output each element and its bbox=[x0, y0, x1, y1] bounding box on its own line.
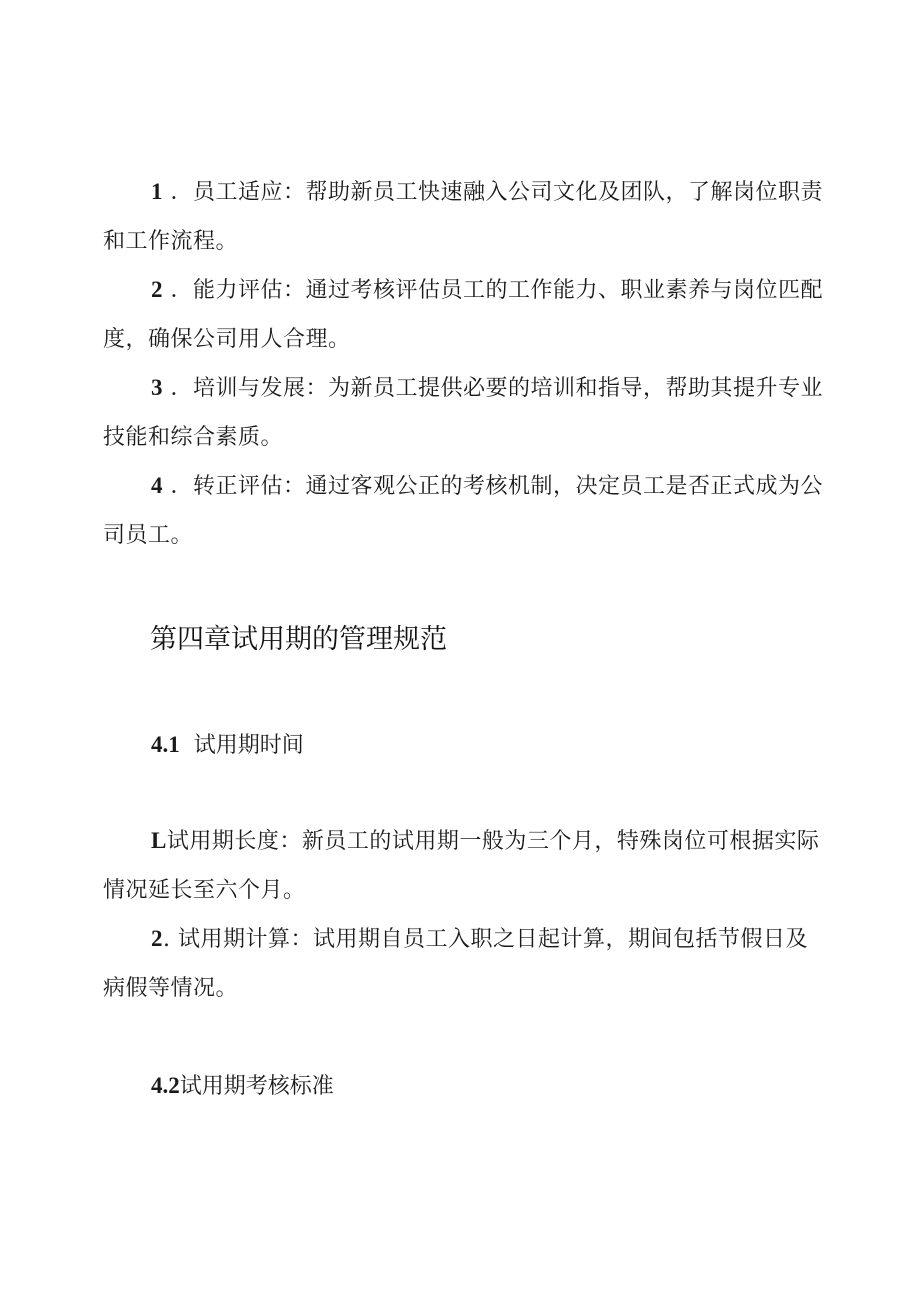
section-heading-4-2 bbox=[151, 1066, 334, 1107]
list-item-probation-calculation bbox=[103, 914, 823, 1013]
list-item-text: ．转正评估：通过客观公正的考核机制，决定员工是否正式成为公司员工。 bbox=[103, 474, 824, 548]
section-number: 4.2 bbox=[151, 1073, 180, 1098]
list-item-number: 2 bbox=[151, 926, 163, 951]
list-item-ability-assessment bbox=[103, 265, 823, 364]
list-item-number: 1 bbox=[151, 179, 163, 204]
section-title: 试用期时间 bbox=[193, 733, 304, 758]
list-item-number: 2 bbox=[151, 277, 163, 302]
list-item-number: 3 bbox=[151, 375, 163, 400]
section-heading-4-1 bbox=[151, 725, 304, 766]
list-item-number: 4 bbox=[151, 473, 163, 498]
list-item-probation-length bbox=[103, 816, 823, 915]
section-number: 4.1 bbox=[151, 732, 180, 757]
list-item-training-development bbox=[103, 363, 823, 462]
chapter-title: 第四章试用期的管理规范 bbox=[150, 624, 447, 654]
list-item-number: L bbox=[151, 828, 167, 853]
section-title: 试用期考核标准 bbox=[179, 1074, 334, 1099]
list-item-text: ．能力评估：通过考核评估员工的工作能力、职业素养与岗位匹配度，确保公司用人合理。 bbox=[103, 278, 824, 352]
list-item-text: . 试用期计算：试用期自员工入职之日起计算，期间包括节假日及病假等情况。 bbox=[103, 927, 808, 1001]
list-item-text: ．员工适应：帮助新员工快速融入公司文化及团队，了解岗位职责和工作流程。 bbox=[103, 180, 824, 254]
list-item-text: ．培训与发展：为新员工提供必要的培训和指导，帮助其提升专业技能和综合素质。 bbox=[103, 376, 824, 450]
list-item-regularization-assessment bbox=[103, 461, 823, 560]
list-item-text: 试用期长度：新员工的试用期一般为三个月，特殊岗位可根据实际情况延长至六个月。 bbox=[103, 829, 820, 903]
list-item-employee-adaptation bbox=[103, 167, 823, 266]
